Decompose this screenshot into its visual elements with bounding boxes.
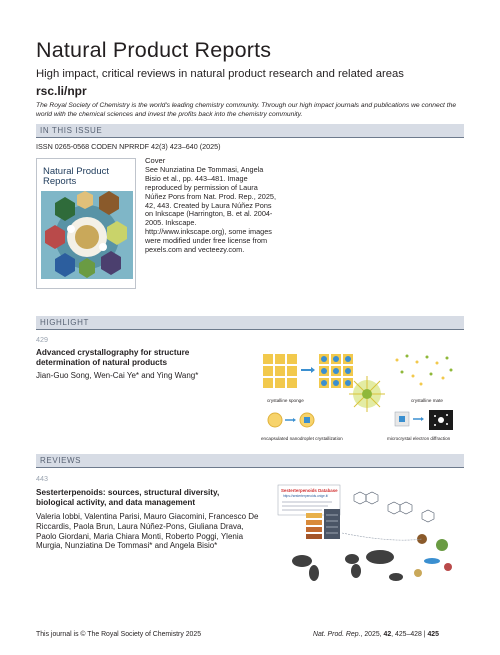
section-rule [36, 467, 464, 468]
cover-artwork [41, 191, 133, 286]
section-label: REVIEWS [40, 455, 82, 465]
server-icon [324, 509, 340, 539]
cover-credit: See Nunziatina De Tommasi, Angela Bisio et al., pp. 443–481. Image reproduced by permission of Laura Núñez Pons from Nat. Prod. Rep., 2025, 42, 443. Created by Laura Núñez Pons on Inkscape (Harrington, B. et al. 2004-2005. Inkscape. http://www.inkscape.org), some images were modified under free license from pexels.com and vecteezy.com. [145, 164, 277, 255]
reviews-page-number: 443 [36, 474, 48, 483]
reviews-graphical-abstract[interactable] [272, 483, 460, 587]
rsc-blurb: The Royal Society of Chemistry is the world's leading chemistry community. Through our high impact journals and publications we connect the world with the chemical sciences and invest the profits back into the chemistry community. [36, 102, 457, 118]
issn-line: ISSN 0265-0568 CODEN NPRRDF 42(3) 423–640 (2025) [36, 142, 221, 151]
diffraction-burst-icon [349, 376, 385, 412]
journal-title: Natural Product Reports [36, 38, 272, 62]
cover-journal-title: Natural Product Reports [43, 166, 110, 187]
svg-text:crystalline mate: crystalline mate [411, 398, 443, 403]
footer-citation: Nat. Prod. Rep., 2025, 42, 425–428 | 425 [313, 631, 439, 638]
svg-text:encapsulated nanodroplet cryst: encapsulated nanodroplet crystallization [261, 436, 343, 441]
svg-text:https://sesterterpenoids.unige: https://sesterterpenoids.unige.it/ [283, 494, 329, 498]
footer-copyright: This journal is © The Royal Society of Chemistry 2025 [36, 631, 202, 638]
journal-subtitle: High impact, critical reviews in natural product research and related areas [36, 68, 404, 80]
section-rule [36, 137, 464, 138]
svg-text:crystalline sponge: crystalline sponge [267, 398, 304, 403]
highlight-article-title[interactable]: Advanced crystallography for structure determination of natural products [36, 348, 190, 367]
highlight-graphical-abstract[interactable] [255, 348, 467, 444]
sponge-loaded-icon [319, 354, 353, 388]
section-bar-reviews [36, 454, 464, 467]
svg-text:Sesterterpenoids Database: Sesterterpenoids Database [281, 488, 338, 493]
cover-description [145, 157, 280, 255]
nanodroplet-icon [268, 413, 314, 427]
sponge-grid-icon [263, 354, 297, 388]
section-bar-highlight [36, 316, 464, 329]
reviews-authors: Valeria Iobbi, Valentina Parisi, Mauro Giacomini, Francesco De Riccardis, Paola Brun, Laura Núñez-Pons, Giuliana Drava, Paolo Giordani, Maria Chiara Monti, Roberto Poggi, Ylenia Murgia, Nunziatina De Tommasi* and Angela Bisio* [36, 512, 259, 551]
cover-image[interactable] [36, 158, 136, 289]
reviews-article-title[interactable]: Sesterterpenoids: sources, structural diversity, biological activity, and data management [36, 488, 220, 507]
highlight-authors: Jian-Guo Song, Wen-Cai Ye* and Ying Wang* [36, 371, 199, 380]
section-label: HIGHLIGHT [40, 317, 89, 327]
journal-url[interactable]: rsc.li/npr [36, 84, 87, 98]
microed-icon [395, 410, 453, 430]
section-rule [36, 329, 464, 330]
section-label: IN THIS ISSUE [40, 125, 103, 135]
svg-text:microcrystal electron diffract: microcrystal electron diffraction [387, 436, 451, 441]
crystalline-mate-icon [396, 355, 453, 386]
section-bar-in-this-issue [36, 124, 464, 137]
cover-heading: Cover [145, 156, 166, 165]
highlight-page-number: 429 [36, 335, 48, 344]
